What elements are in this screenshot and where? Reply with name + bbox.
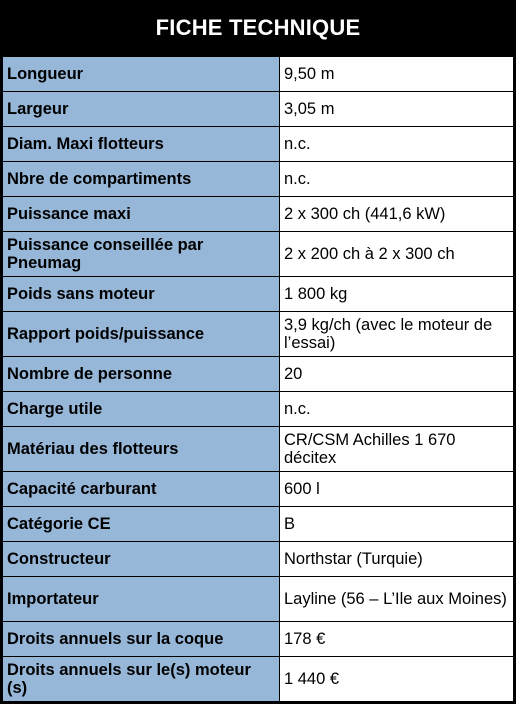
row-label-importateur: Importateur — [3, 577, 280, 622]
row-label-largeur: Largeur — [3, 92, 280, 127]
row-label-constructeur: Constructeur — [3, 542, 280, 577]
table-row — [3, 577, 514, 622]
row-label-longueur: Longueur — [3, 57, 280, 92]
row-value-compartiments: n.c. — [280, 162, 514, 197]
row-value-rapport-poids-puissance: 3,9 kg/ch (avec le moteur de l’essai) — [280, 312, 514, 357]
row-value-diametre-flotteurs: n.c. — [280, 127, 514, 162]
row-value-poids: 1 800 kg — [280, 277, 514, 312]
row-value-puissance-maxi: 2 x 300 ch (441,6 kW) — [280, 197, 514, 232]
row-label-nombre-personnes: Nombre de personne — [3, 357, 280, 392]
row-label-capacite-carburant: Capacité carburant — [3, 472, 280, 507]
row-label-puissance-conseillee: Puissance conseillée par Pneumag — [3, 232, 280, 277]
row-label-diametre-flotteurs: Diam. Maxi flotteurs — [3, 127, 280, 162]
row-label-droits-coque: Droits annuels sur la coque — [3, 622, 280, 657]
table-row — [3, 57, 514, 92]
row-value-constructeur: Northstar (Turquie) — [280, 542, 514, 577]
table-row — [3, 277, 514, 312]
row-value-droits-moteur: 1 440 € — [280, 657, 514, 702]
row-label-categorie-ce: Catégorie CE — [3, 507, 280, 542]
row-value-charge-utile: n.c. — [280, 392, 514, 427]
row-value-droits-coque: 178 € — [280, 622, 514, 657]
spec-table — [2, 56, 514, 702]
row-value-materiau-flotteurs: CR/CSM Achilles 1 670 décitex — [280, 427, 514, 472]
table-row — [3, 542, 514, 577]
table-row — [3, 657, 514, 702]
row-label-puissance-maxi: Puissance maxi — [3, 197, 280, 232]
table-row — [3, 312, 514, 357]
table-row — [3, 127, 514, 162]
table-row — [3, 507, 514, 542]
row-value-categorie-ce: B — [280, 507, 514, 542]
row-value-puissance-conseillee: 2 x 200 ch à 2 x 300 ch — [280, 232, 514, 277]
row-value-nombre-personnes: 20 — [280, 357, 514, 392]
table-row — [3, 427, 514, 472]
row-value-largeur: 3,05 m — [280, 92, 514, 127]
table-row — [3, 472, 514, 507]
row-label-droits-moteur: Droits annuels sur le(s) moteur (s) — [3, 657, 280, 702]
table-row — [3, 392, 514, 427]
row-label-rapport-poids-puissance: Rapport poids/puissance — [3, 312, 280, 357]
table-row — [3, 232, 514, 277]
row-label-materiau-flotteurs: Matériau des flotteurs — [3, 427, 280, 472]
table-row — [3, 357, 514, 392]
row-label-compartiments: Nbre de compartiments — [3, 162, 280, 197]
row-value-capacite-carburant: 600 l — [280, 472, 514, 507]
row-value-longueur: 9,50 m — [280, 57, 514, 92]
header-bar — [2, 0, 514, 56]
table-row — [3, 92, 514, 127]
page-title: FICHE TECHNIQUE — [155, 15, 361, 40]
table-row — [3, 162, 514, 197]
row-label-charge-utile: Charge utile — [3, 392, 280, 427]
row-label-poids: Poids sans moteur — [3, 277, 280, 312]
table-row — [3, 622, 514, 657]
table-row — [3, 197, 514, 232]
row-value-importateur: Layline (56 – L’Ile aux Moines) — [280, 577, 514, 622]
